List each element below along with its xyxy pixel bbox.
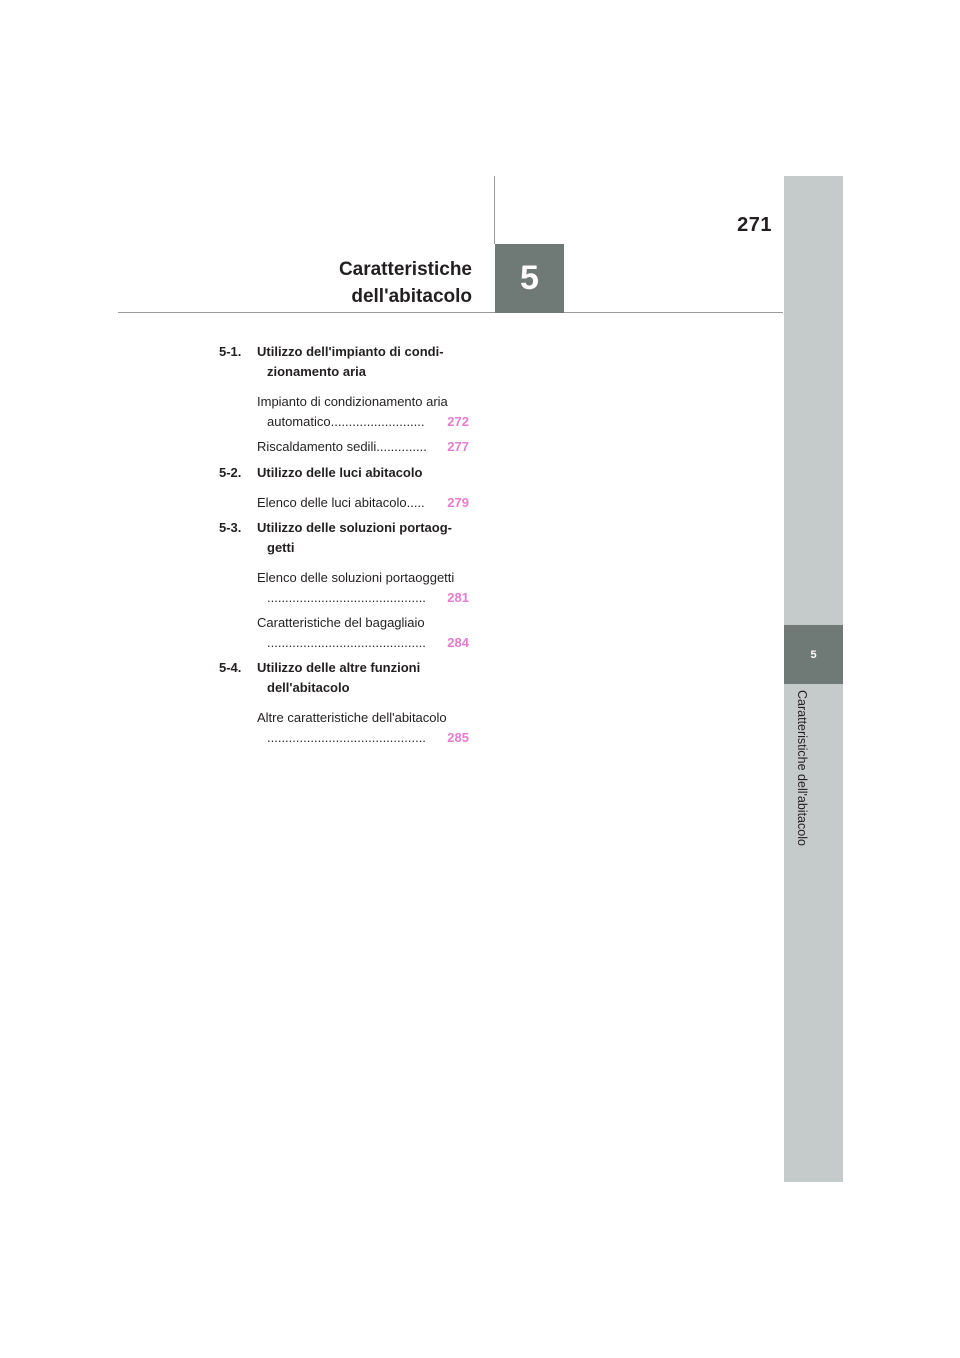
toc-section-title[interactable] — [257, 658, 469, 698]
header-horizontal-rule — [118, 312, 783, 313]
toc-entry-text: Riscaldamento sedili — [257, 439, 377, 454]
toc-section-title-line2: getti — [267, 540, 295, 555]
toc-page-link[interactable]: 272 — [447, 413, 469, 429]
toc-entry-soluzioni-portaoggetti[interactable] — [257, 568, 469, 607]
toc-entry-text: Caratteristiche del bagagliaio — [257, 615, 425, 630]
side-tab-number: 5 — [810, 648, 817, 661]
toc-section-title[interactable] — [257, 463, 469, 483]
toc-entry-text: Elenco delle soluzioni portaoggetti — [257, 570, 455, 585]
section-title-line2: dell'abitacolo — [351, 286, 472, 307]
side-thumb-label: Caratteristiche dell'abitacolo — [795, 690, 809, 846]
toc-leader-dots: ..... — [406, 494, 425, 510]
toc-section-5-2 — [219, 463, 469, 483]
section-title — [290, 256, 472, 310]
toc-section-number: 5-2. — [219, 464, 242, 480]
toc-leader-dots: .............. — [376, 439, 427, 454]
toc-section-title-line1: Utilizzo delle luci abitacolo — [257, 464, 423, 480]
toc-page-link[interactable]: 285 — [447, 729, 469, 745]
toc-page-link[interactable]: 281 — [447, 589, 469, 605]
toc-entry-text: Impianto di condizionamento aria — [257, 394, 448, 409]
chapter-number-box — [495, 244, 564, 313]
toc-entry-bagagliaio[interactable] — [257, 613, 469, 652]
chapter-number: 5 — [520, 259, 539, 297]
toc-section-title[interactable] — [257, 342, 469, 382]
toc-section-5-1 — [219, 342, 469, 382]
toc-section-title-line1: Utilizzo delle soluzioni portaog- — [257, 520, 452, 535]
toc-section-title-line1: Utilizzo delle altre funzioni — [257, 660, 421, 675]
header-vertical-rule — [494, 176, 495, 244]
toc-section-title-line1: Utilizzo dell'impianto di condi- — [257, 344, 444, 359]
toc-entry-riscaldamento-sedili[interactable] — [257, 437, 469, 457]
toc-entry-altre-caratteristiche[interactable] — [257, 708, 469, 747]
toc-page-link[interactable]: 284 — [447, 634, 469, 650]
toc-section-5-4 — [219, 658, 469, 698]
toc-section-number: 5-4. — [219, 660, 242, 675]
toc-entry-luci-abitacolo[interactable] — [257, 493, 469, 513]
side-thumb-tab[interactable] — [784, 625, 843, 684]
toc-leader-dots: ............................................ — [267, 634, 426, 650]
toc-section-number: 5-1. — [219, 344, 242, 359]
page-number: 271 — [737, 214, 772, 236]
toc-entry-text: Elenco delle luci abitacolo — [257, 494, 407, 510]
toc-section-title-line2: dell'abitacolo — [267, 680, 350, 695]
toc-section-number: 5-3. — [219, 520, 242, 535]
toc-leader-dots: .......................... — [330, 413, 425, 429]
toc-leader-dots: ............................................ — [267, 729, 426, 745]
toc-page-link[interactable]: 279 — [447, 494, 469, 510]
table-of-contents — [219, 342, 469, 753]
toc-leader-dots: ............................................ — [267, 589, 426, 605]
toc-entry-text: Altre caratteristiche dell'abitacolo — [257, 710, 447, 725]
toc-section-5-3 — [219, 518, 469, 558]
toc-section-title[interactable] — [257, 518, 469, 558]
toc-entry-impianto-condizionamento[interactable] — [257, 392, 469, 431]
toc-page-link[interactable]: 277 — [447, 439, 469, 454]
section-title-line1: Caratteristiche — [338, 259, 472, 280]
toc-section-title-line2: zionamento aria — [267, 364, 366, 379]
toc-entry-text-cont: automatico — [267, 413, 331, 429]
